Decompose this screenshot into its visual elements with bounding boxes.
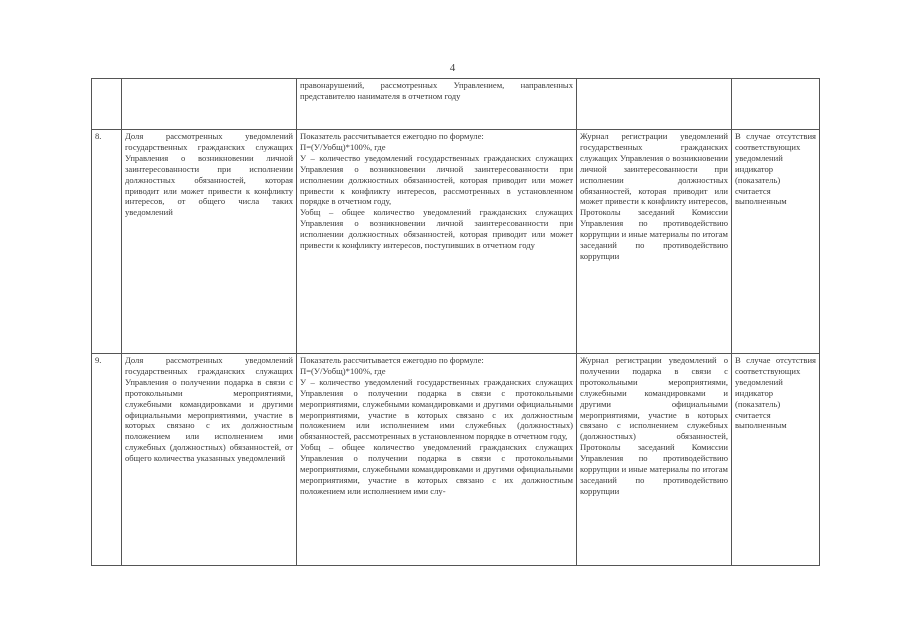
table-row [92,130,820,354]
indicator-name-cell [122,79,297,130]
data-source-cell [577,354,732,566]
method-formula: П=(У/Уобщ)*100%, где [300,141,386,152]
calculation-method-cell: правонарушений, рассмотренных Управлением, направленных представителю нанимателя в отчетном году [297,79,577,130]
data-source-text: Журнал регистрации уведомлений о получении подарка в связи с протокольными мероприятиями, служебными командировками и другими официальными мероприятиями, участие в которых связано с исполнением служебных (должностных) обязанностей, Протоколы заседаний Комиссии Управления по противодействию коррупции и иные материалы по итогам заседаний по противодействию коррупции [580,355,728,496]
indicator-name-cell: Доля рассмотренных уведомлений государственных гражданских служащих Управления о получении подарка в связи с протокольными мероприятиями, служебными командировками и другими официальными мероприятиями, участие в которых связано с их должностным положением или исполнением ими служебных (должностных) обязанностей, от общего количества указанных уведомлений [122,354,297,566]
method-definition-u: У – количество уведомлений государственных гражданских служащих Управления о возникновении личной заинтересованности при исполнении должностных обязанностей, которая приводит или может привести к конфликту интересов, рассмотренных в установленном порядке в отчетном году, [300,152,573,207]
data-source-cell: Журнал регистрации уведомлений государственных гражданских служащих Управления о возникновении личной заинтересованности при исполнении должностных обязанностей, которая приводит или может привести к конфликту интересов, Протоколы заседаний Комиссии Управления по противодействию коррупции и иные материалы по итогам заседаний по противодействию коррупции [577,130,732,354]
calculation-method-cell [297,130,577,354]
row-number-cell: 8. [92,130,122,354]
method-definition-u: У – количество уведомлений государственных гражданских служащих Управления о получении подарка в связи с протокольными мероприятиями, служебными командировками и другими официальными мероприятиями, участие в которых связано с их должностным положением или исполнением ими служебных (должностных) обязанностей, рассмотренных в установленном порядке в отчетном году, [300,376,573,442]
method-definition-u-total: Уобщ – общее количество уведомлений гражданских служащих Управления о получении подарка в связи с протокольными мероприятиями, служебными командировками и другими официальными мероприятиями, участие в которых связано с их должностным положением или исполнением ими слу- [300,442,573,496]
note-cell: В случае отсутствия соответствующих уведомлений индикатор (показатель) считается выполненным [732,130,820,354]
table-row-continuation [92,79,820,130]
method-formula-intro: Показатель рассчитывается ежегодно по формуле: [300,131,484,141]
method-formula-intro: Показатель рассчитывается ежегодно по формуле: [300,355,484,365]
note-cell [732,79,820,130]
data-source-cell [577,79,732,130]
calculation-method-cell [297,354,577,566]
indicator-table [91,78,820,566]
row-number-cell [92,79,122,130]
method-definition-u-total: Уобщ – общее количество уведомлений гражданских служащих Управления о возникновении личной заинтересованности при исполнении должностных обязанностей, которая приводит или может привести к конфликту интересов, поступивших в отчетном году [300,207,573,251]
page-number: 4 [449,62,456,74]
indicator-name-cell: Доля рассмотренных уведомлений государственных гражданских служащих Управления о возникновении личной заинтересованности при исполнении должностных обязанностей, которая приводит или может привести к конфликту интересов, от общего числа таких уведомлений [122,130,297,354]
note-cell: В случае отсутствия соответствующих уведомлений индикатор (показатель) считается выполненным [732,354,820,566]
table-row [92,354,820,566]
row-number-cell: 9. [92,354,122,566]
method-formula: П=(У/Уобщ)*100%, где [300,365,386,376]
